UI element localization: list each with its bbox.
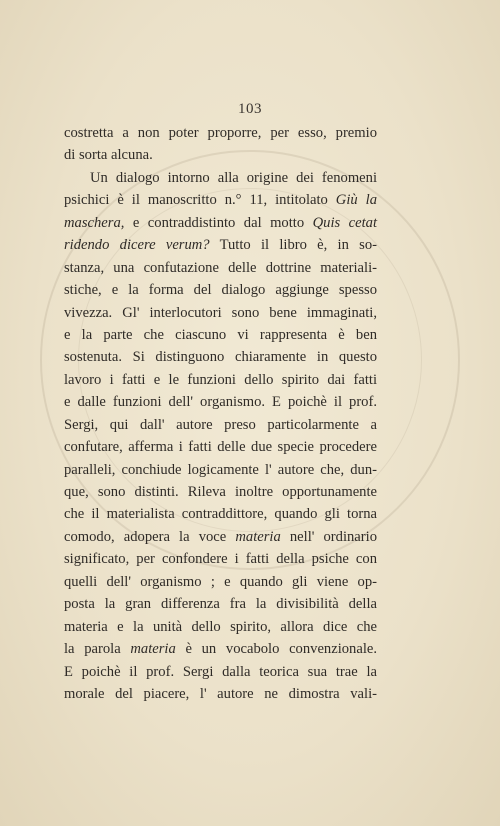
text-line xyxy=(64,593,377,615)
italic-text: Giù la xyxy=(335,192,377,209)
italic-text: ridendo dicere verum? xyxy=(64,237,210,254)
text-line xyxy=(64,189,377,211)
text-line xyxy=(64,683,377,705)
text-run: materia e la unità dello spirito, allora dice che xyxy=(64,618,377,635)
text-line xyxy=(64,234,377,256)
text-line xyxy=(64,346,377,368)
text-run: costretta a non poter proporre, per esso, premio xyxy=(64,125,377,141)
text-run: E poichè il prof. Sergi dalla teorica sua trae la xyxy=(64,663,377,680)
text-line xyxy=(64,257,377,279)
text-line xyxy=(64,459,377,481)
text-run: comodo, adopera la voce xyxy=(64,528,236,545)
body-text xyxy=(64,122,377,705)
text-run: e la parte che ciascuno vi rappresenta è ben xyxy=(64,326,377,343)
text-line xyxy=(64,436,377,458)
text-run: vivezza. Gl' interlocutori sono bene immaginati, xyxy=(64,304,377,321)
text-run: psichici è il manoscritto n.° 11, intitolato xyxy=(64,192,336,209)
text-line xyxy=(64,414,377,436)
text-run: e dalle funzioni dell' organismo. E poichè il prof. xyxy=(64,394,377,411)
text-line xyxy=(64,144,377,166)
text-line xyxy=(64,503,377,525)
text-line xyxy=(64,279,377,301)
text-run: confutare, afferma i fatti delle due specie procedere xyxy=(64,439,377,456)
italic-text: materia xyxy=(130,641,176,658)
text-line xyxy=(64,324,377,346)
page-number: 103 xyxy=(238,101,262,117)
text-run: nell' ordinario xyxy=(280,528,377,545)
text-run: quelli dell' organismo ; e quando gli viene op- xyxy=(64,573,377,590)
text-line xyxy=(64,661,377,683)
text-run: morale del piacere, l' autore ne dimostra vali- xyxy=(64,685,377,702)
text-run: e contraddistinto dal motto xyxy=(124,214,313,231)
text-line xyxy=(64,638,377,660)
text-line xyxy=(64,391,377,413)
text-run: significato, per confondere i fatti della psiche con xyxy=(64,551,377,568)
italic-text: maschera, xyxy=(64,214,125,231)
text-run: Sergi, qui dall' autore preso particolarmente a xyxy=(64,416,377,433)
text-line xyxy=(64,369,377,391)
text-run: stanza, una confutazione delle dottrine materiali- xyxy=(64,259,377,276)
text-run: posta la gran differenza fra la divisibilità della xyxy=(64,596,377,613)
text-run: di sorta alcuna. xyxy=(64,147,153,164)
text-line xyxy=(64,302,377,324)
text-line xyxy=(64,526,377,548)
text-line xyxy=(64,212,377,234)
text-run: sostenuta. Si distinguono chiaramente in questo xyxy=(64,349,377,366)
text-line xyxy=(64,548,377,570)
text-run: lavoro i fatti e le funzioni dello spirito dai fatti xyxy=(64,371,377,388)
text-run: paralleli, conchiude logicamente l' autore che, dun- xyxy=(64,461,377,478)
text-run: Un dialogo intorno alla origine dei fenomeni xyxy=(90,169,377,186)
text-line xyxy=(64,122,377,144)
text-run: Tutto il libro è, in so- xyxy=(209,237,377,254)
text-line xyxy=(64,571,377,593)
text-line xyxy=(64,167,377,189)
italic-text: materia xyxy=(235,528,281,545)
text-run: que, sono distinti. Rileva inoltre opportunamente xyxy=(64,484,377,500)
text-line xyxy=(64,616,377,638)
text-run: la parola xyxy=(64,641,131,658)
text-run: che il materialista contraddittore, quando gli torna xyxy=(64,506,377,523)
text-run: stiche, e la forma del dialogo aggiunge spesso xyxy=(64,282,377,299)
text-run: è un vocabolo convenzionale. xyxy=(175,641,378,658)
italic-text: Quis cetat xyxy=(312,214,377,231)
text-line xyxy=(64,481,377,503)
